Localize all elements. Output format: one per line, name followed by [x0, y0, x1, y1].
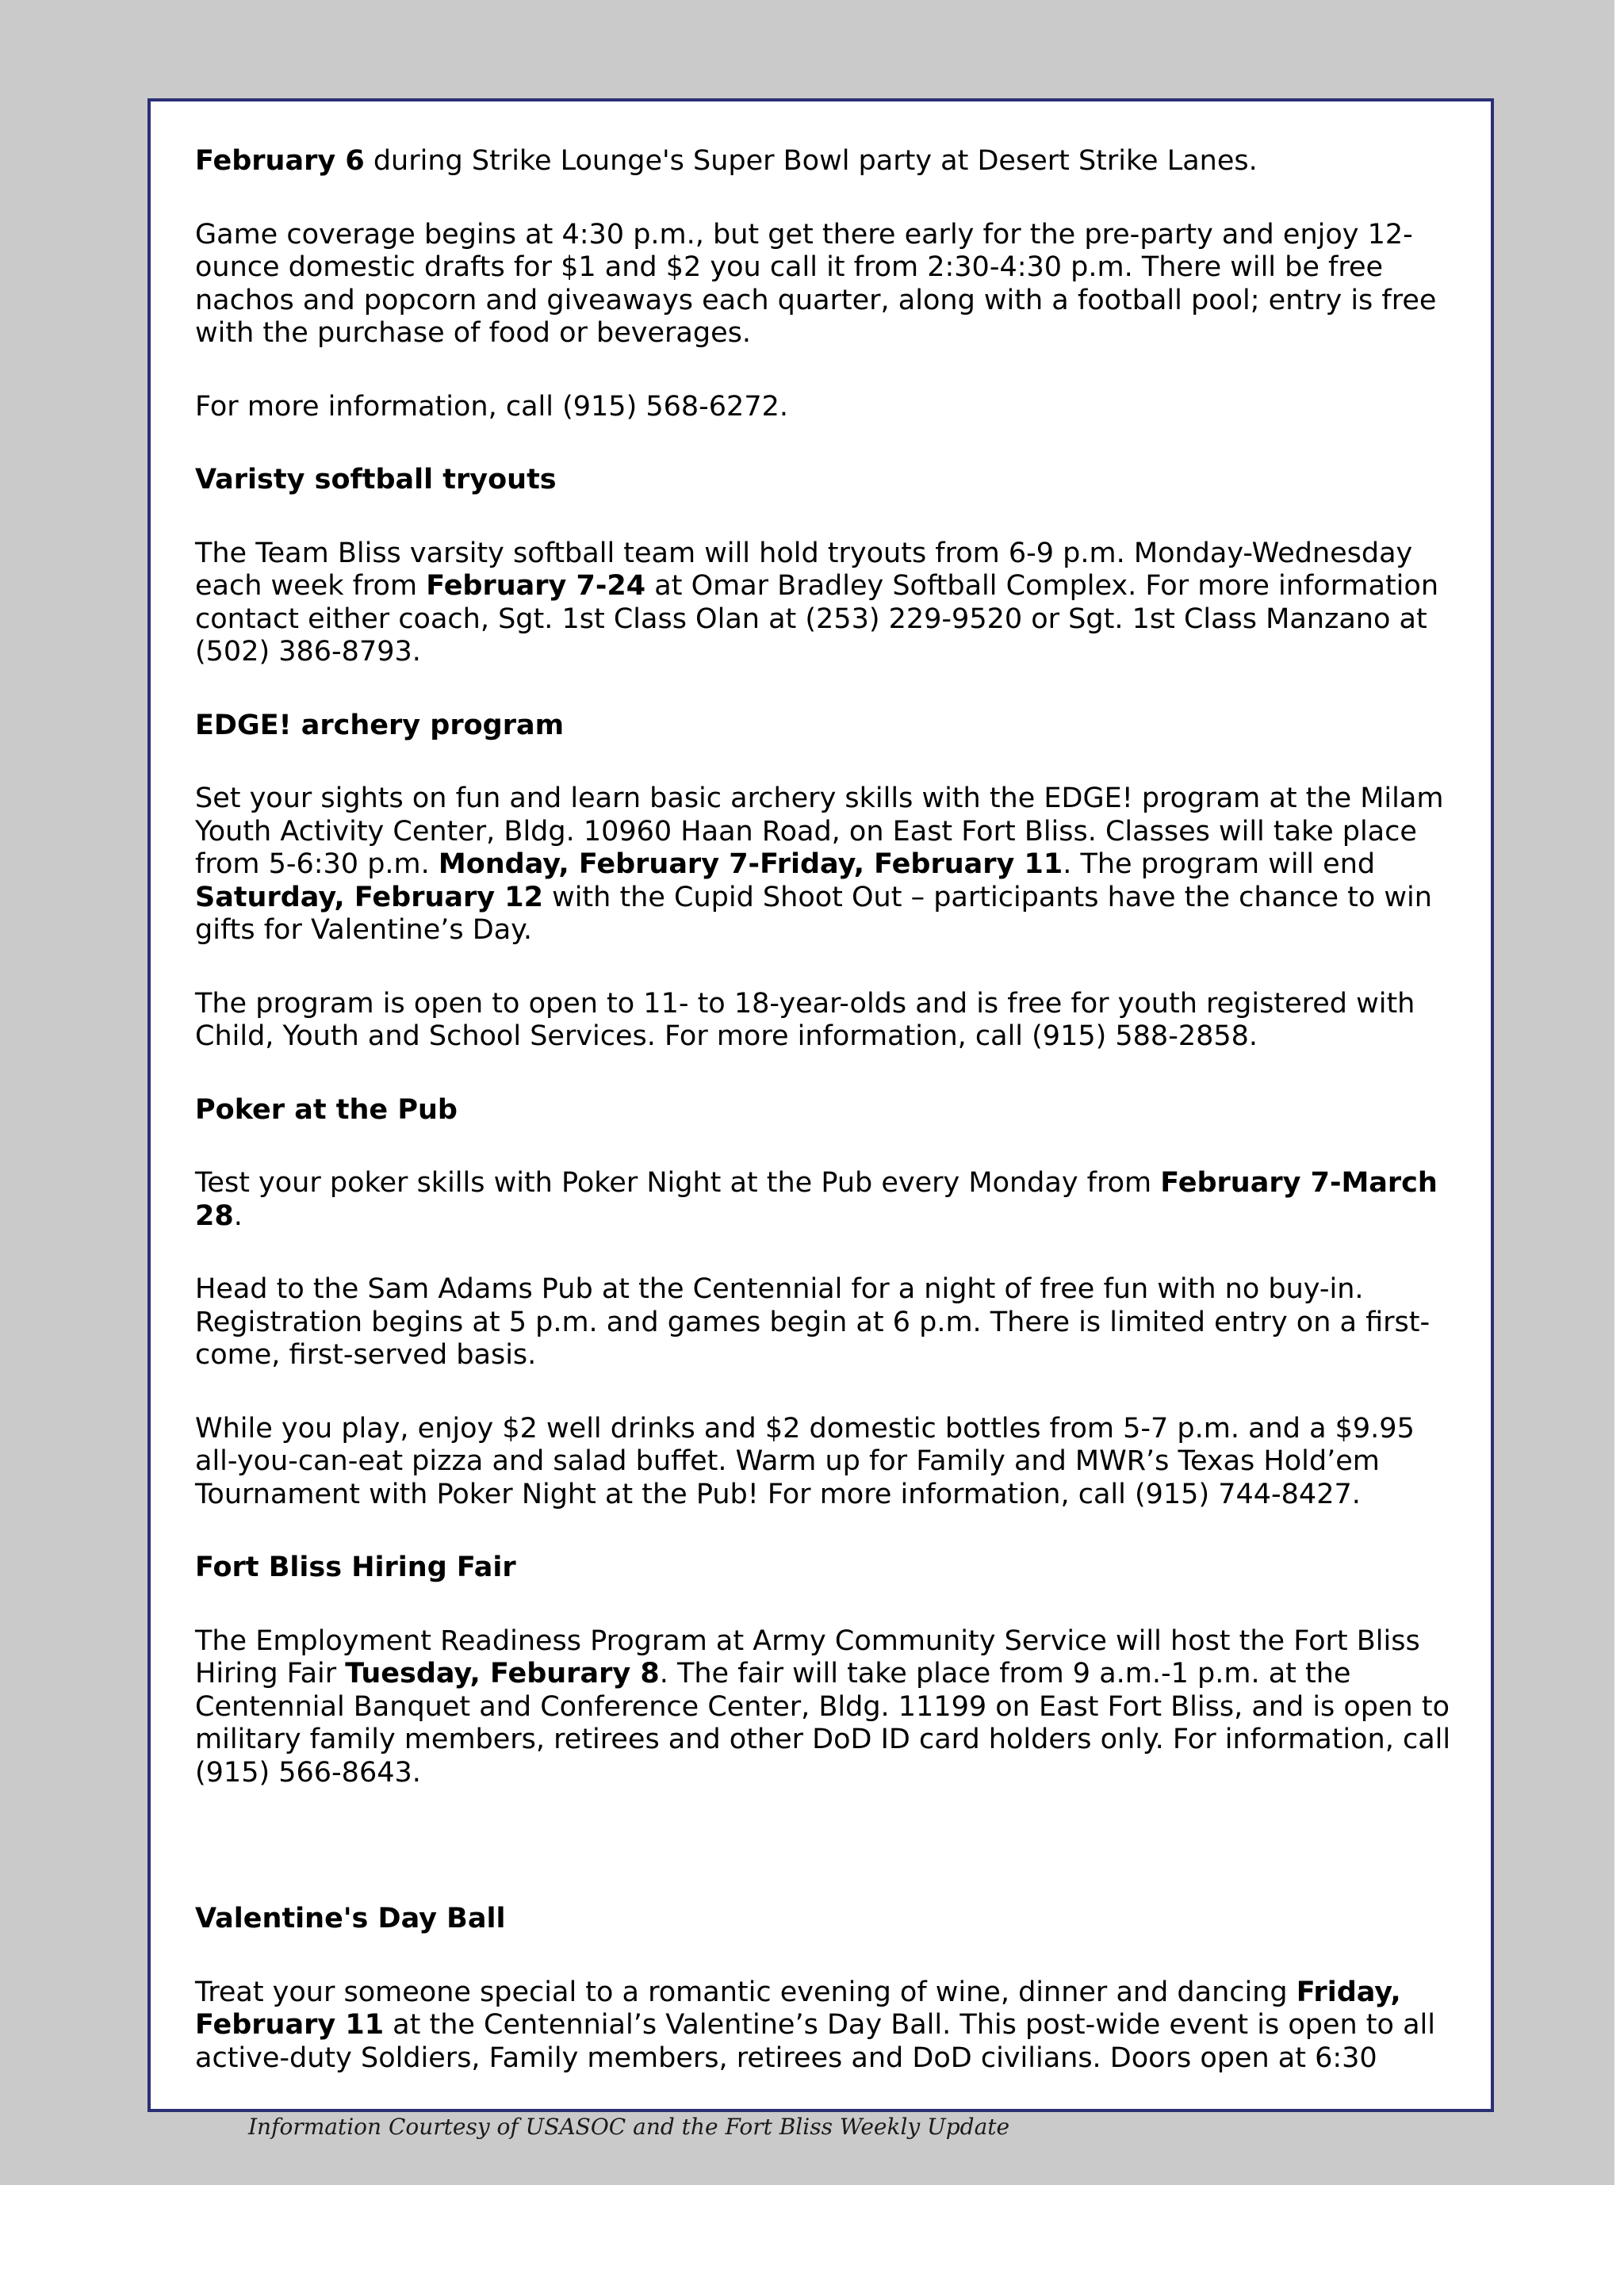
hiring-heading: Fort Bliss Hiring Fair — [195, 1552, 516, 1583]
archery-paragraph: Set your sights on fun and learn basic archery skills with the EDGE! program at the Milam Youth Activity Center, Bldg. 10960 Haan Road, on East Fort Bliss. Classes will take place from 5-6:30 p.m. Monday, February 7-Friday, February 11. The program will end Saturday, February 12 with the Cupid Shoot Out – participants have the chance to win gifts for Valentine’s Day. — [195, 783, 1444, 946]
softball-dates: February 7-24 — [426, 570, 646, 602]
hiring-date: Tuesday, Feburary 8 — [345, 1658, 660, 1689]
archery-end-date: Saturday, February 12 — [195, 881, 543, 913]
valentine-paragraph: Treat your someone special to a romantic evening of wine, dinner and dancing Friday, February 11 at the Centennial’s Valentine’s Day Ball. This post-wide event is open to all active-duty Soldiers, Family members, retirees and DoD civilians. Doors open at 6:30 — [195, 1976, 1435, 2074]
superbowl-contact: For more information, call (915) 568-6272. — [195, 390, 788, 423]
newsletter-panel — [147, 98, 1494, 2112]
poker-specials: While you play, enjoy $2 well drinks and $2 domestic bottles from 5-7 p.m. and a $9.95 all-you-can-eat pizza and salad buffet. Warm up for Family and MWR’s Texas Hold’em Tournament with Poker Night at the Pub! For more information, call (915) 744-8427. — [195, 1412, 1415, 1510]
hiring-paragraph: The Employment Readiness Program at Army Community Service will host the Fort Bliss Hiring Fair Tuesday, Feburary 8. The fair will take place from 9 a.m.-1 p.m. at the Centennial Banquet and Conference Center, Bldg. 11199 on East Fort Bliss, and is open to military family members, retirees and other DoD ID card holders only. For information, call (915) 566-8643. — [195, 1624, 1451, 1789]
poker-heading: Poker at the Pub — [195, 1093, 458, 1126]
poker-registration: Head to the Sam Adams Pub at the Centennial for a night of free fun with no buy-in. Registration begins at 5 p.m. and games begin at 6 p.m. There is limited entry on a first-come, first-served basis. — [195, 1273, 1431, 1371]
poker-dates: February 7-March 28 — [195, 1167, 1438, 1232]
valentine-date: Friday, February 11 — [195, 1976, 1401, 2041]
section-spacer — [195, 1830, 1464, 1903]
archery-heading: EDGE! archery program — [195, 709, 565, 741]
archery-dates: Monday, February 7-Friday, February 11 — [438, 848, 1063, 880]
article-content — [195, 145, 1464, 2115]
valentine-heading: Valentine's Day Ball — [195, 1903, 506, 1934]
intro-text: during Strike Lounge's Super Bowl party at Desert Strike Lanes. — [364, 145, 1258, 177]
footer-credit: Information Courtesy of USASOC and the Fort Bliss Weekly Update — [248, 2114, 1010, 2140]
superbowl-details: Game coverage begins at 4:30 p.m., but get there early for the pre-party and enjoy 12-ounce domestic drafts for $1 and $2 you call it from 2:30-4:30 p.m. There will be free nachos and popcorn and giveaways each quarter, along with a football pool; entry is free with the purchase of food or beverages. — [195, 218, 1437, 349]
intro-paragraph — [195, 145, 1464, 178]
poker-paragraph: Test your poker skills with Poker Night at the Pub every Monday from February 7-March 28. — [195, 1167, 1438, 1232]
intro-date: February 6 — [195, 145, 365, 177]
softball-heading: Varisty softball tryouts — [195, 464, 557, 496]
softball-paragraph: The Team Bliss varsity softball team will hold tryouts from 6-9 p.m. Monday-Wednesday each week from February 7-24 at Omar Bradley Softball Complex. For more information contact either coach, Sgt. 1st Class Olan at (253) 229-9520 or Sgt. 1st Class Manzano at (502) 386-8793. — [195, 537, 1438, 668]
archery-eligibility: The program is open to open to 11- to 18-year-olds and is free for youth registered with Child, Youth and School Services. For more information, call (915) 588-2858. — [195, 987, 1415, 1052]
